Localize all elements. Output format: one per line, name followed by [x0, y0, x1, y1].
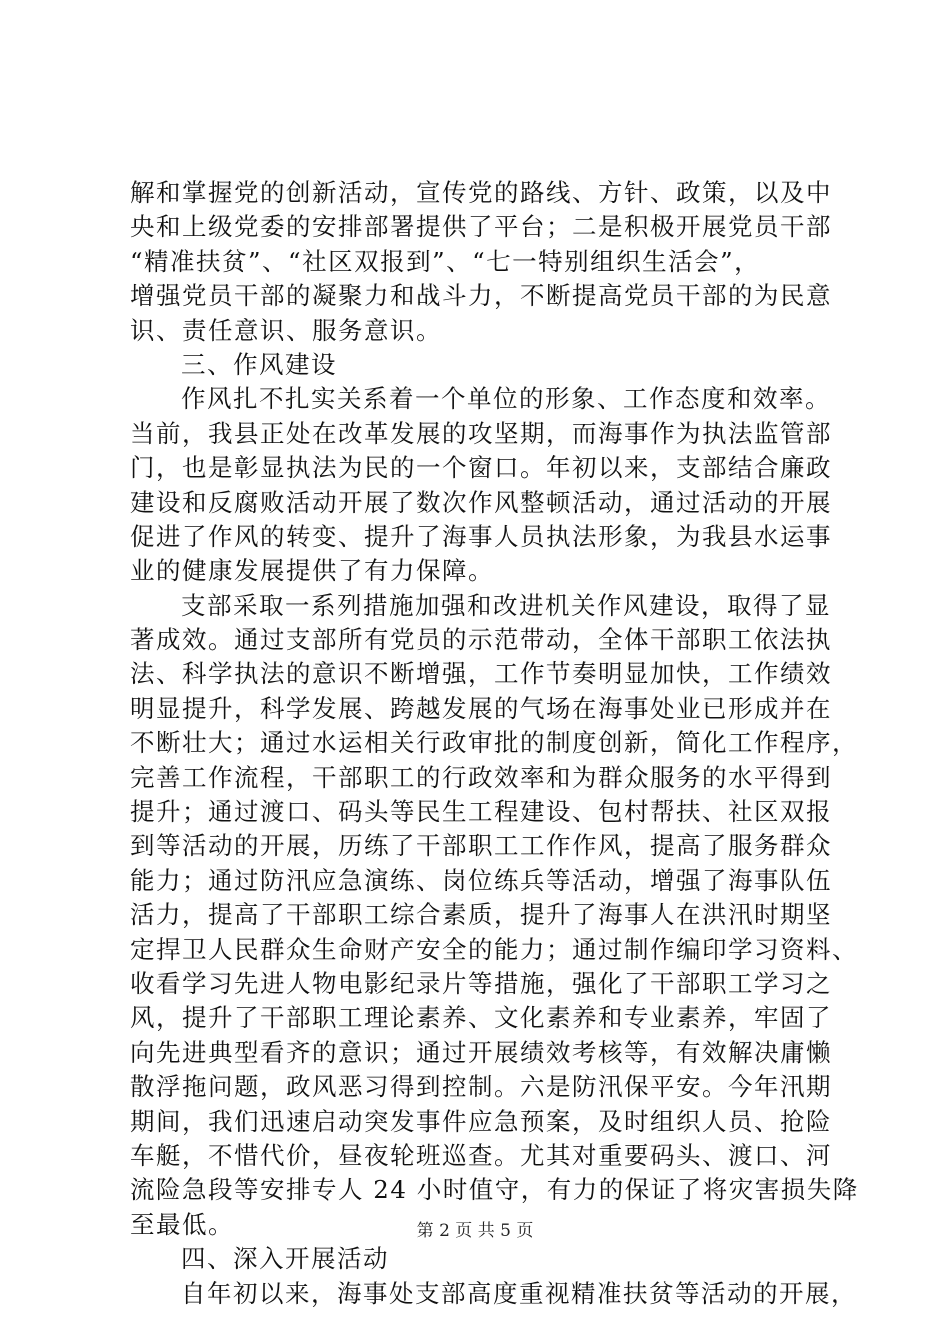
paragraph-first-line: 作风扎不扎实关系着一个单位的形象、工作态度和效率。: [181, 384, 831, 414]
body-line: 业的健康发展提供了有力保障。: [130, 556, 494, 586]
body-line: 著成效。通过支部所有党员的示范带动，全体干部职工依法执: [130, 625, 832, 655]
body-line: 能力；通过防汛应急演练、岗位练兵等活动，增强了海事队伍: [130, 865, 832, 895]
body-line: 收看学习先进人物电影纪录片等措施，强化了干部职工学习之: [130, 968, 832, 998]
body-line: 提升；通过渡口、码头等民生工程建设、包村帮扶、社区双报: [130, 797, 832, 827]
body-line: 明显提升，科学发展、跨越发展的气场在海事处业已形成并在: [130, 693, 832, 723]
body-line: 央和上级党委的安排部署提供了平台；二是积极开展党员干部: [130, 212, 832, 242]
section-heading: 四、深入开展活动: [181, 1244, 389, 1274]
body-line: 不断壮大；通过水运相关行政审批的制度创新，简化工作程序，: [130, 728, 858, 758]
body-line: 期间，我们迅速启动突发事件应急预案，及时组织人员、抢险: [130, 1106, 832, 1136]
page-footer: [0, 1220, 950, 1242]
body-line: 识、责任意识、服务意识。: [130, 315, 442, 345]
document-body: [130, 176, 859, 1311]
body-line: 法、科学执法的意识不断增强，工作节奏明显加快，工作绩效: [130, 659, 832, 689]
body-line: 到等活动的开展，历练了干部职工工作作风，提高了服务群众: [130, 831, 832, 861]
body-line: 增强党员干部的凝聚力和战斗力，不断提高党员干部的为民意: [130, 281, 832, 311]
body-line: 门，也是彰显执法为民的一个窗口。年初以来，支部结合廉政: [130, 453, 832, 483]
section-heading: 三、作风建设: [181, 349, 337, 379]
body-line: 向先进典型看齐的意识；通过开展绩效考核等，有效解决庸懒: [130, 1037, 832, 1067]
paragraph-first-line: 支部采取一系列措施加强和改进机关作风建设，取得了显: [181, 590, 831, 620]
body-line: 流险急段等安排专人 24 小时值守，有力的保证了将灾害损失降: [130, 1175, 859, 1205]
body-line: 活力，提高了干部职工综合素质，提升了海事人在洪汛时期坚: [130, 900, 832, 930]
body-line: 解和掌握党的创新活动，宣传党的路线、方针、政策，以及中: [130, 178, 832, 207]
body-line: 促进了作风的转变、提升了海事人员执法形象，为我县水运事: [130, 521, 832, 551]
body-line: “精准扶贫”、“社区双报到”、“七一特别组织生活会”，: [130, 246, 761, 276]
body-line: 当前，我县正处在改革发展的攻坚期，而海事作为执法监管部: [130, 418, 832, 448]
body-line: 散浮拖问题，政风恶习得到控制。六是防汛保平安。今年汛期: [130, 1072, 832, 1102]
body-line: 风，提升了干部职工理论素养、文化素养和专业素养，牢固了: [130, 1003, 832, 1033]
body-line: 至最低。: [130, 1209, 234, 1239]
body-line: 定捍卫人民群众生命财产安全的能力；通过制作编印学习资料、: [130, 934, 858, 964]
body-line: 建设和反腐败活动开展了数次作风整顿活动，通过活动的开展: [130, 487, 832, 517]
paragraph-first-line: 自年初以来，海事处支部高度重视精准扶贫等活动的开展，: [181, 1278, 857, 1308]
body-line: 车艇，不惜代价，昼夜轮班巡查。尤其对重要码头、渡口、河: [130, 1140, 832, 1170]
body-line: 完善工作流程，干部职工的行政效率和为群众服务的水平得到: [130, 762, 832, 792]
page-number: 第 2 页 共 5 页: [416, 1221, 534, 1241]
